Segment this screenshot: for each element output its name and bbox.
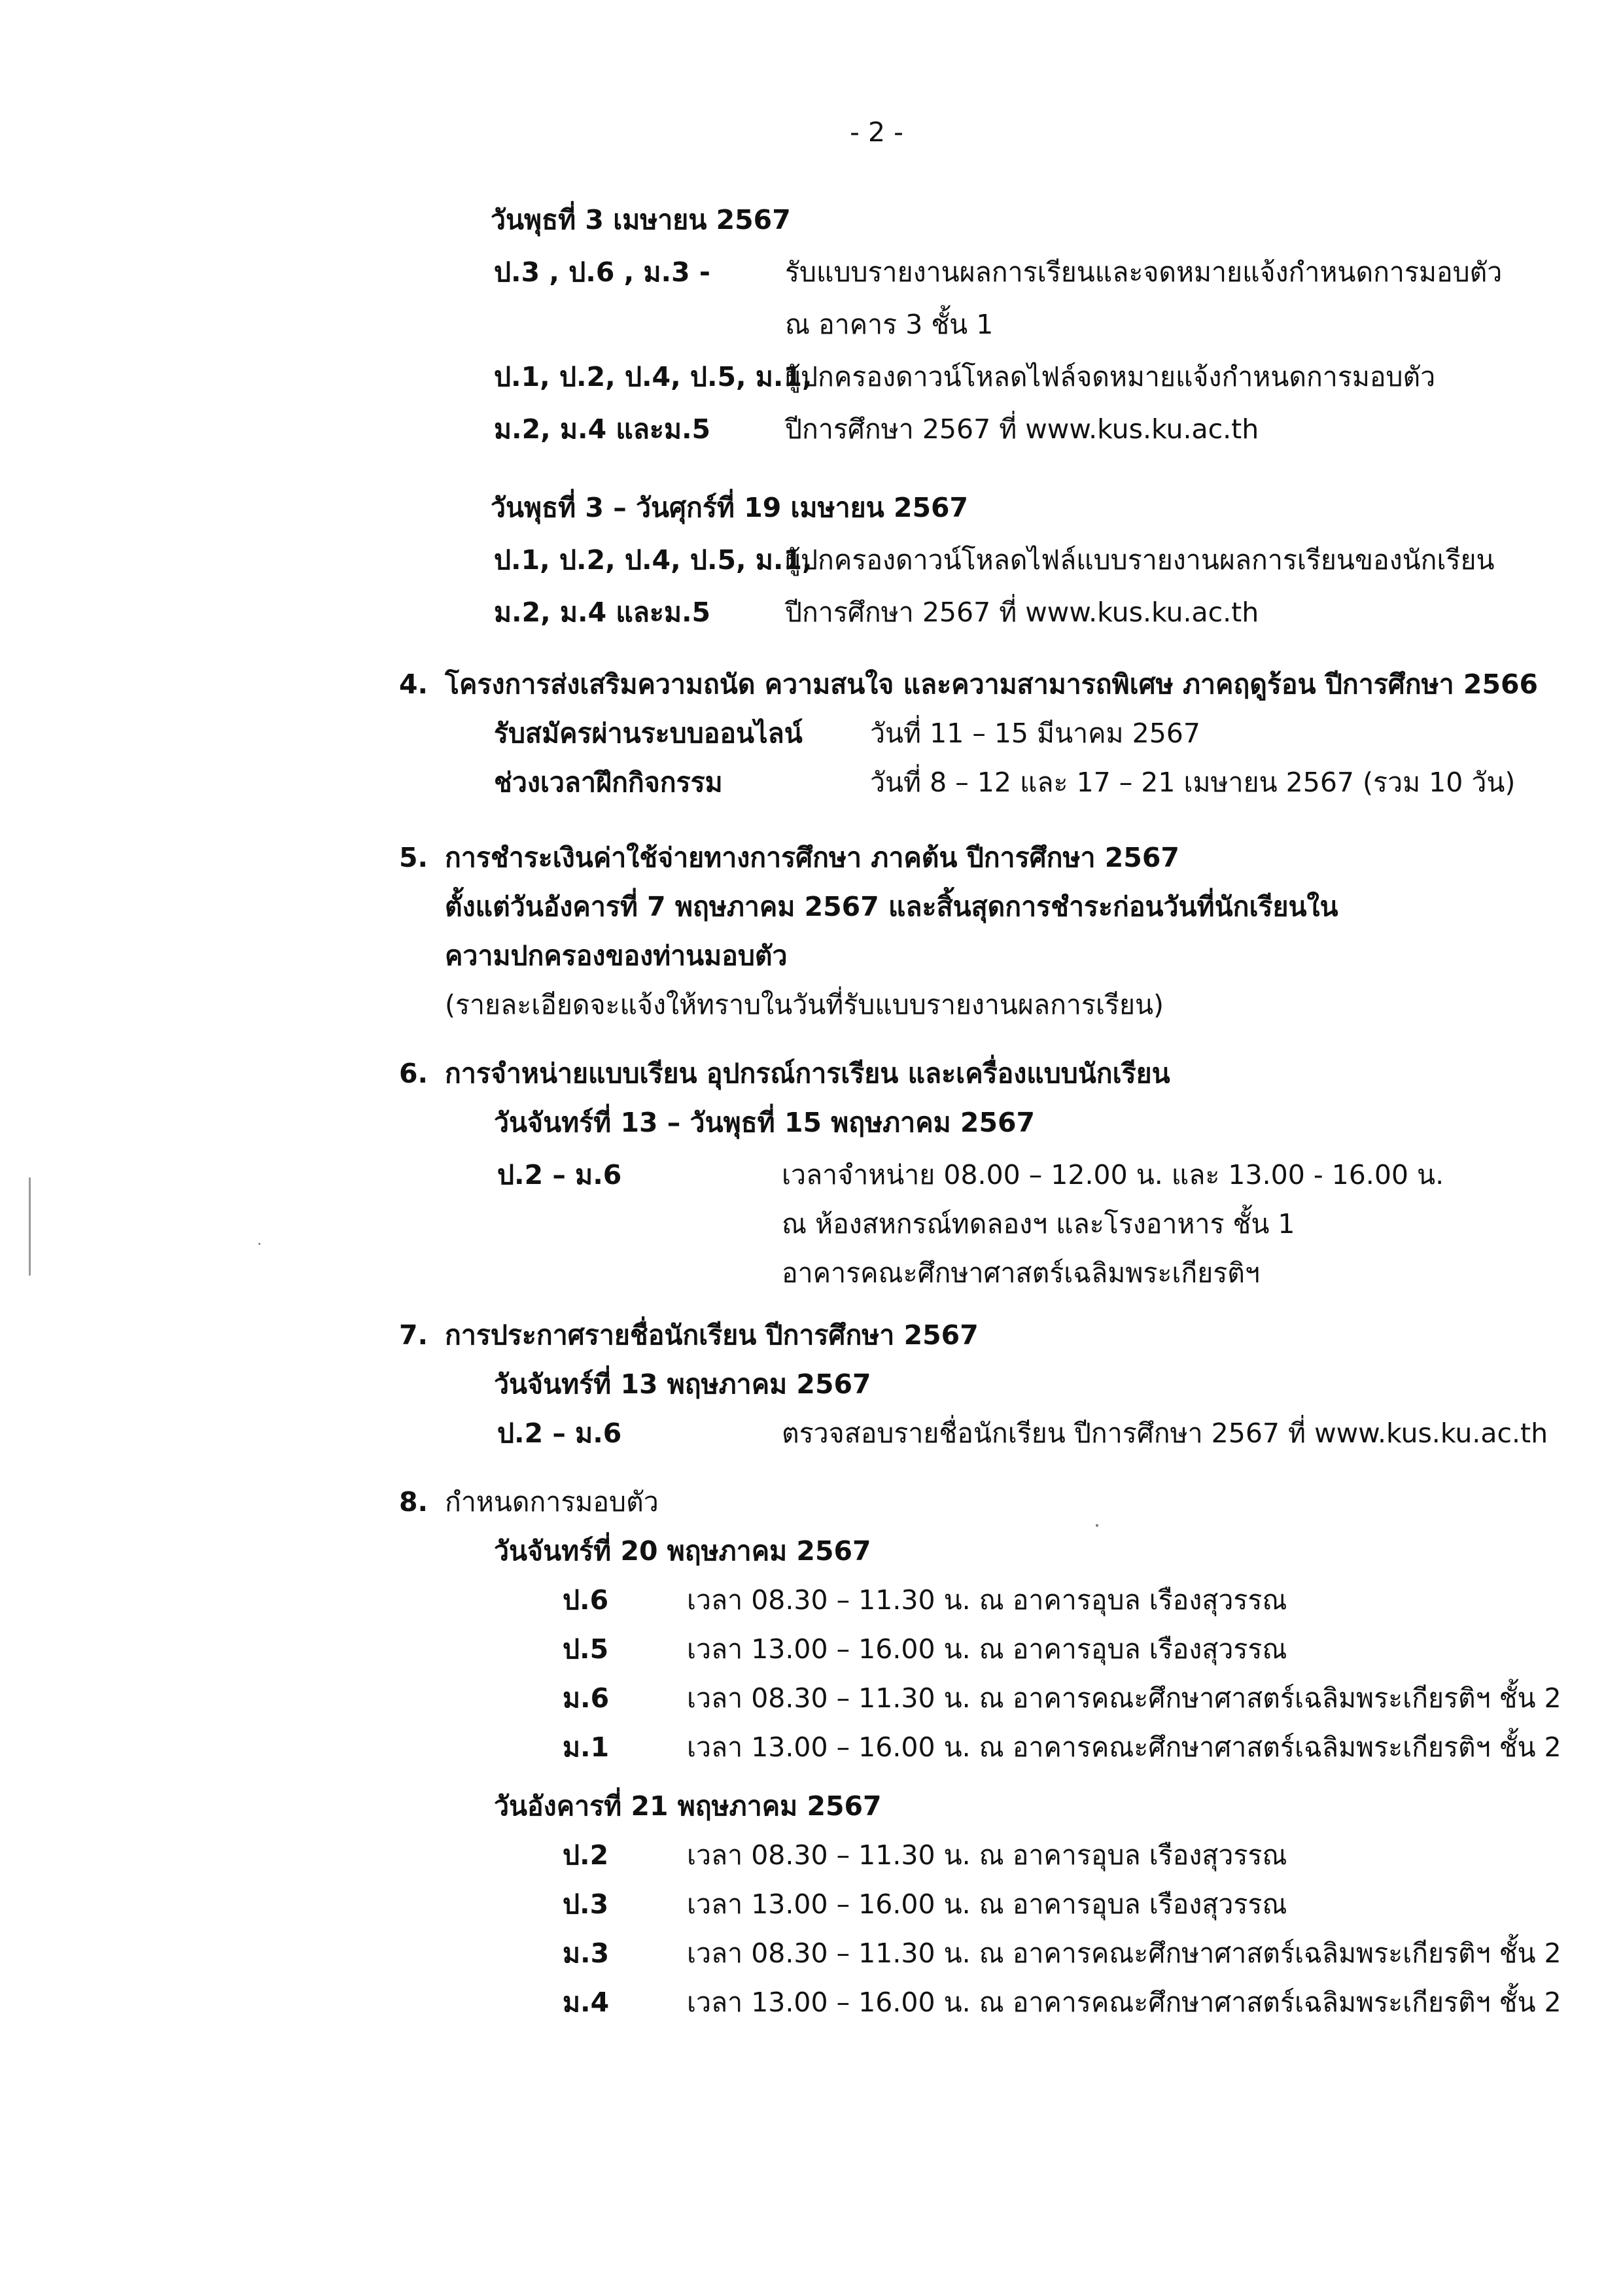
section-date: วันจันทร์ที่ 13 – วันพุธที่ 15 พฤษภาคม 2567 — [494, 1107, 1036, 1138]
row-label: ม.2, ม.4 และม.5 — [494, 413, 711, 445]
row-label: ม.2, ม.4 และม.5 — [494, 597, 711, 628]
level-label: ม.1 — [563, 1731, 610, 1763]
scan-speck — [258, 1243, 260, 1245]
schedule-text: เวลา 13.00 – 16.00 น. ณ อาคารคณะศึกษาศาสตร์เฉลิมพระเกียรติฯ ชั้น 2 — [687, 1731, 1562, 1763]
section-title: การชำระเงินค่าใช้จ่ายทางการศึกษา ภาคต้น ปีการศึกษา 2567 — [445, 842, 1179, 873]
day-date: วันอังคารที่ 21 พฤษภาคม 2567 — [494, 1790, 882, 1822]
row-text: เวลาจำหน่าย 08.00 – 12.00 น. และ 13.00 - 16.00 น. — [782, 1159, 1444, 1191]
row-text: วันที่ 8 – 12 และ 17 – 21 เมษายน 2567 (รวม 10 วัน) — [870, 767, 1516, 798]
level-label: ป.3 — [563, 1888, 609, 1920]
schedule-text: เวลา 08.30 – 11.30 น. ณ อาคารคณะศึกษาศาสตร์เฉลิมพระเกียรติฯ ชั้น 2 — [687, 1682, 1562, 1714]
section-date: วันจันทร์ที่ 13 พฤษภาคม 2567 — [494, 1368, 871, 1400]
row-text: อาคารคณะศึกษาศาสตร์เฉลิมพระเกียรติฯ — [782, 1257, 1260, 1289]
section-number: 5. — [399, 842, 428, 873]
level-label: ม.3 — [563, 1938, 610, 1969]
section-number: 6. — [399, 1058, 428, 1089]
day-date: วันจันทร์ที่ 20 พฤษภาคม 2567 — [494, 1535, 871, 1567]
level-label: ป.6 — [563, 1584, 609, 1616]
row-label: ช่วงเวลาฝึกกิจกรรม — [494, 767, 723, 798]
section-title: กำหนดการมอบตัว — [445, 1486, 659, 1518]
page-number: - 2 - — [850, 116, 903, 148]
level-label: ป.5 — [563, 1633, 609, 1665]
schedule-text: เวลา 13.00 – 16.00 น. ณ อาคารคณะศึกษาศาสตร์เฉลิมพระเกียรติฯ ชั้น 2 — [687, 1987, 1562, 2018]
row-text: ปีการศึกษา 2567 ที่ www.kus.ku.ac.th — [785, 597, 1259, 628]
row-text: วันที่ 11 – 15 มีนาคม 2567 — [870, 718, 1200, 749]
schedule-text: เวลา 08.30 – 11.30 น. ณ อาคารอุบล เรืองสุวรรณ — [687, 1584, 1287, 1616]
section-number: 7. — [399, 1319, 428, 1351]
schedule-text: เวลา 08.30 – 11.30 น. ณ อาคารคณะศึกษาศาสตร์เฉลิมพระเกียรติฯ ชั้น 2 — [687, 1938, 1562, 1969]
row-label: ป.1, ป.2, ป.4, ป.5, ม.1, — [494, 544, 812, 576]
group-date: วันพุธที่ 3 – วันศุกร์ที่ 19 เมษายน 2567 — [491, 492, 969, 523]
group-date: วันพุธที่ 3 เมษายน 2567 — [491, 204, 791, 235]
row-label: ป.3 , ป.6 , ม.3 - — [494, 256, 710, 288]
row-label: ป.2 – ม.6 — [497, 1159, 622, 1191]
section-text: ความปกครองของท่านมอบตัว — [445, 940, 788, 971]
row-text: ปีการศึกษา 2567 ที่ www.kus.ku.ac.th — [785, 413, 1259, 445]
scan-edge-line — [29, 1177, 31, 1276]
section-title: โครงการส่งเสริมความถนัด ความสนใจ และความสามารถพิเศษ ภาคฤดูร้อน ปีการศึกษา 2566 — [445, 669, 1539, 700]
section-title: การประกาศรายชื่อนักเรียน ปีการศึกษา 2567 — [445, 1319, 979, 1351]
level-label: ป.2 — [563, 1839, 609, 1871]
schedule-text: เวลา 13.00 – 16.00 น. ณ อาคารอุบล เรืองสุวรรณ — [687, 1888, 1287, 1920]
schedule-text: เวลา 13.00 – 16.00 น. ณ อาคารอุบล เรืองสุวรรณ — [687, 1633, 1287, 1665]
section-note: (รายละเอียดจะแจ้งให้ทราบในวันที่รับแบบรายงานผลการเรียน) — [445, 989, 1164, 1020]
section-title: การจำหน่ายแบบเรียน อุปกรณ์การเรียน และเครื่องแบบนักเรียน — [445, 1058, 1170, 1089]
row-text: ณ อาคาร 3 ชั้น 1 — [785, 309, 994, 340]
row-text: ผู้ปกครองดาวน์โหลดไฟล์แบบรายงานผลการเรียนของนักเรียน — [785, 544, 1495, 576]
section-number: 4. — [399, 669, 428, 700]
row-label: ป.2 – ม.6 — [497, 1418, 622, 1449]
row-label: รับสมัครผ่านระบบออนไลน์ — [494, 718, 803, 749]
section-text: ตั้งแต่วันอังคารที่ 7 พฤษภาคม 2567 และสิ้นสุดการชำระก่อนวันที่นักเรียนใน — [445, 891, 1338, 922]
scan-speck — [1096, 1524, 1098, 1527]
level-label: ม.4 — [563, 1987, 610, 2018]
row-label: ป.1, ป.2, ป.4, ป.5, ม.1, — [494, 361, 812, 392]
section-number: 8. — [399, 1486, 428, 1518]
schedule-text: เวลา 08.30 – 11.30 น. ณ อาคารอุบล เรืองสุวรรณ — [687, 1839, 1287, 1871]
row-text: รับแบบรายงานผลการเรียนและจดหมายแจ้งกำหนดการมอบตัว — [785, 256, 1503, 288]
level-label: ม.6 — [563, 1682, 610, 1714]
row-text: ผู้ปกครองดาวน์โหลดไฟล์จดหมายแจ้งกำหนดการมอบตัว — [785, 361, 1436, 392]
row-text: ณ ห้องสหกรณ์ทดลองฯ และโรงอาหาร ชั้น 1 — [782, 1208, 1295, 1240]
row-text: ตรวจสอบรายชื่อนักเรียน ปีการศึกษา 2567 ที่ www.kus.ku.ac.th — [782, 1418, 1548, 1449]
